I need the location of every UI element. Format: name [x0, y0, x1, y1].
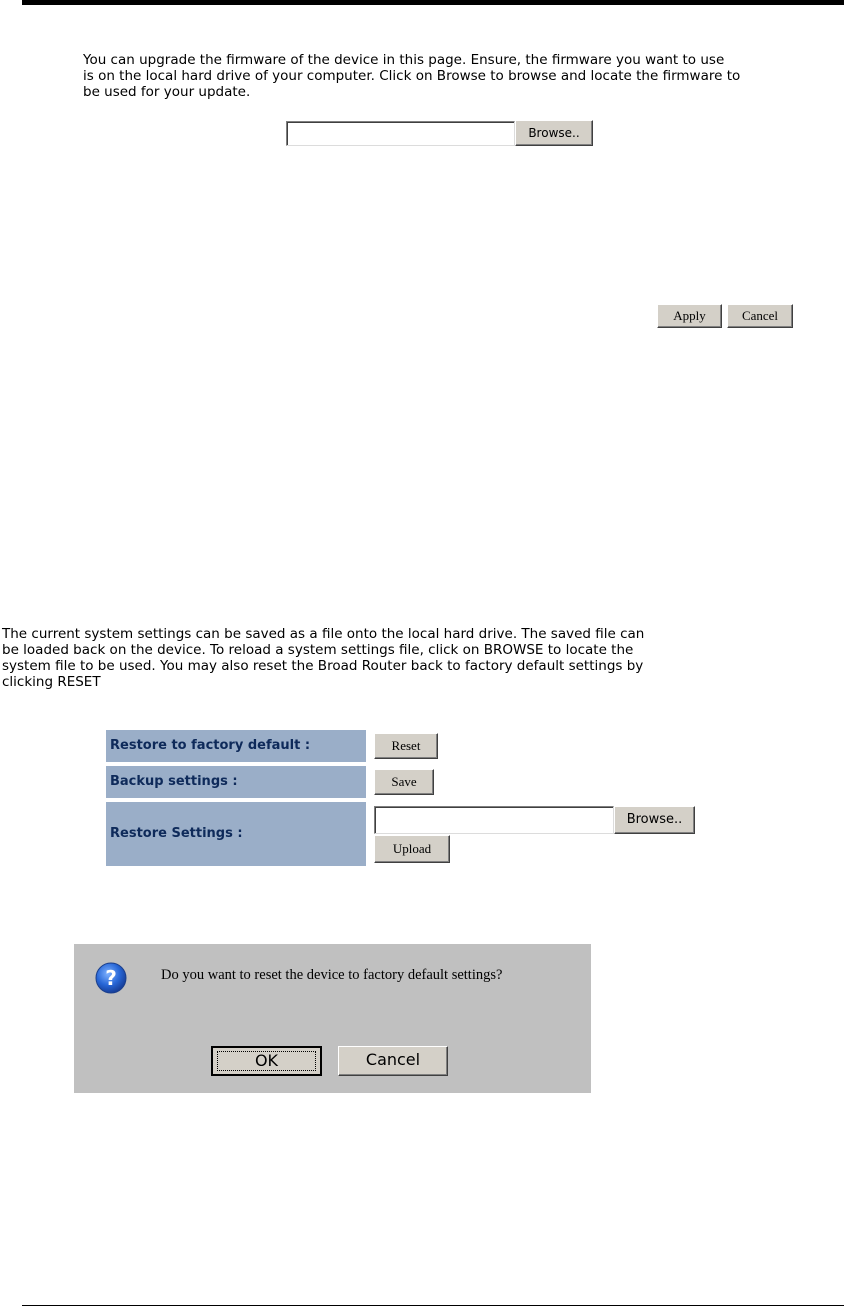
dialog-ok-button[interactable]: [211, 1046, 322, 1076]
reset-button[interactable]: Reset: [374, 733, 438, 759]
restore-settings-label: Restore Settings :: [106, 802, 366, 866]
reset-confirm-dialog: [74, 944, 591, 1093]
dialog-cancel-button[interactable]: Cancel: [338, 1046, 448, 1076]
backup-settings-label: Backup settings :: [106, 766, 366, 798]
settings-browse-button[interactable]: Browse..: [614, 806, 695, 834]
apply-button[interactable]: Apply: [657, 304, 722, 328]
question-icon: [95, 962, 127, 994]
focus-outline: [217, 1051, 316, 1071]
dialog-message: Do you want to reset the device to factory default settings?: [161, 967, 503, 983]
settings-description-line: system file to be used. You may also reset the Broad Router back to factory default settings by: [2, 658, 644, 674]
firmware-description: [83, 52, 843, 100]
settings-description-line: clicking RESET: [2, 674, 101, 690]
dialog-ok-label: OK: [254, 1051, 279, 1070]
bottom-rule: [22, 1305, 844, 1306]
top-rule: [22, 0, 844, 5]
svg-text:?: ?: [105, 966, 117, 990]
settings-description-line: be loaded back on the device. To reload a system settings file, click on BROWSE to locate the: [2, 642, 634, 658]
settings-description: [2, 626, 847, 690]
firmware-description-line: is on the local hard drive of your computer. Click on Browse to browse and locate the firmware to: [83, 68, 741, 84]
firmware-description-line: be used for your update.: [83, 84, 251, 100]
upload-button[interactable]: Upload: [374, 835, 450, 863]
firmware-browse-button[interactable]: Browse..: [515, 120, 593, 146]
firmware-description-line: You can upgrade the firmware of the device in this page. Ensure, the firmware you want to use: [83, 52, 725, 68]
settings-description-line: The current system settings can be saved as a file onto the local hard drive. The saved file can: [2, 626, 645, 642]
cancel-button[interactable]: Cancel: [727, 304, 793, 328]
save-button[interactable]: Save: [374, 769, 434, 795]
firmware-file-input[interactable]: [286, 121, 515, 146]
restore-factory-default-label: Restore to factory default :: [106, 730, 366, 762]
settings-file-input[interactable]: [374, 806, 614, 834]
